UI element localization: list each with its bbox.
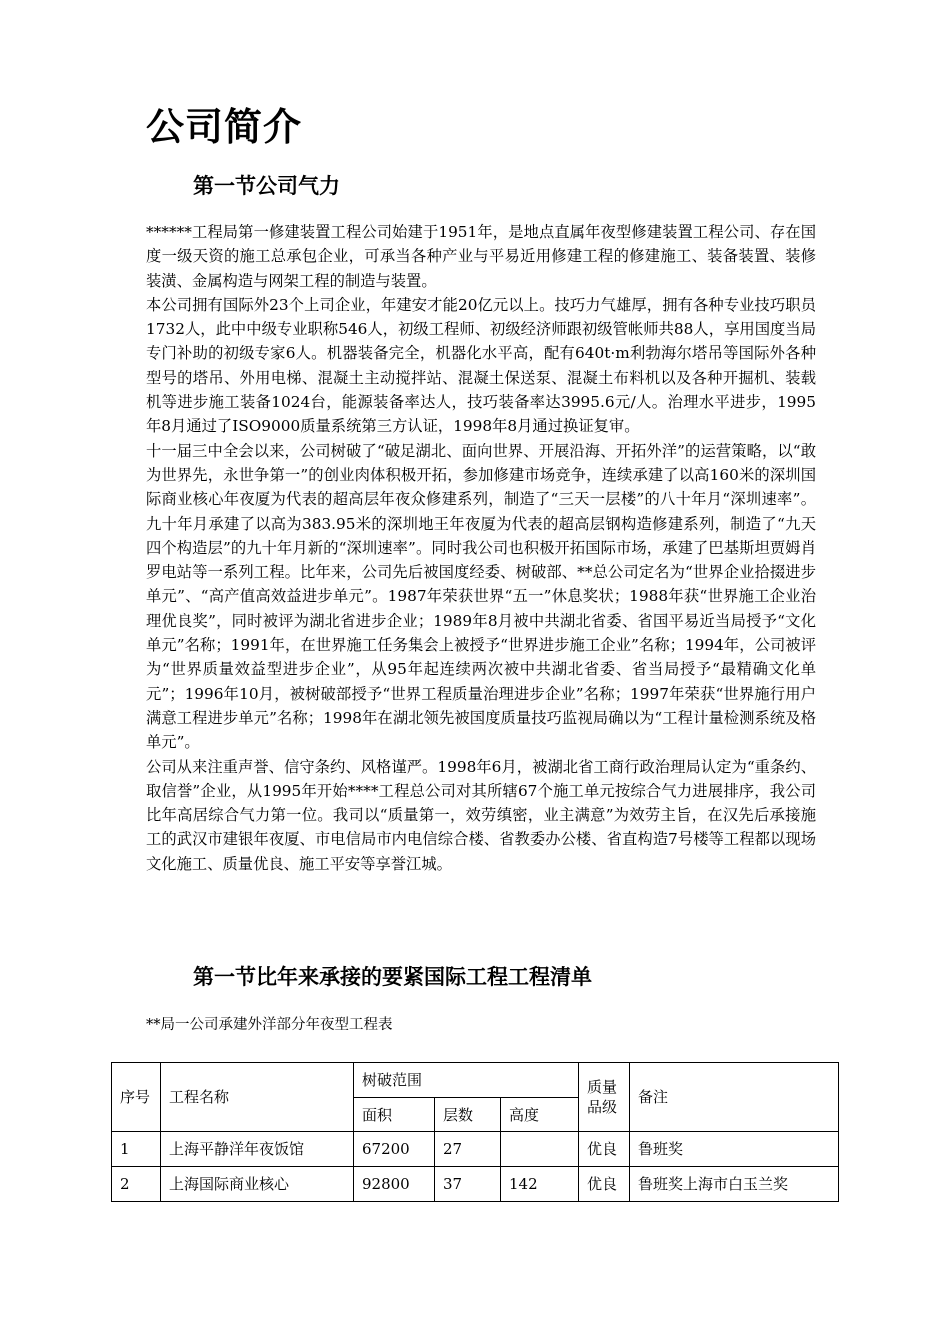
header-floors: 层数 bbox=[435, 1098, 501, 1132]
header-quality: 质量品级 bbox=[579, 1063, 630, 1132]
paragraph-2: 本公司拥有国际外23个上司企业，年建安才能20亿元以上。技巧力气雄厚，拥有各种专业技巧职员1732人，此中中级专业职称546人，初级工程师、初级经济师跟初级管帐师共88人，享用国度当局专门补助的初级专家6人。机器装备完全，机器化水平高，配有640t·m利勃海尔塔吊等国际外各种型号的塔吊、外用电梯、混凝土主动搅拌站、混凝土保送泵、混凝土布料机以及各种开掘机、装载机等进步施工装备1024台，能源装备率达人，技巧装备率达3995.6元/人。治理水平进步，1995年8月通过了ISO9000质量系统第三方认证，1998年8月通过换证复审。 bbox=[146, 295, 816, 436]
table-row bbox=[112, 1167, 839, 1202]
paragraph-4: 公司从来注重声誉、信守条约、风格谨严。1998年6月，被湖北省工商行政治理局认定为“重条约、取信誉”企业，从1995年开始****工程总公司对其所辖67个施工单元按综合气力进展排序，我公司比年高居综合气力第一位。我司以“质量第一，效劳缜密，业主满意”为效劳主旨，在汉先后承接施工的武汉市建银年夜厦、市电信局市内电信综合楼、省教委办公楼、省直构造7号楼等工程都以现场文化施工、质量优良、施工平安等享誉江城。 bbox=[146, 757, 816, 873]
page-title: 公司简介 bbox=[146, 104, 303, 149]
cell-name: 上海国际商业核心 bbox=[161, 1167, 354, 1202]
project-table bbox=[111, 1062, 839, 1202]
header-scope: 树破范围 bbox=[354, 1063, 579, 1098]
cell-remark: 鲁班奖 bbox=[630, 1132, 839, 1167]
cell-remark: 鲁班奖上海市白玉兰奖 bbox=[630, 1167, 839, 1202]
cell-area: 67200 bbox=[354, 1132, 435, 1167]
paragraph-1: ******工程局第一修建装置工程公司始建于1951年，是地点直属年夜型修建装置工程公司、存在国度一级天资的施工总承包企业，可承当各种产业与平易近用修建工程的修建施工、装备装置、装修装潢、金属构造与网架工程的制造与装置。 bbox=[146, 223, 816, 290]
header-no: 序号 bbox=[112, 1063, 161, 1132]
section-body bbox=[146, 220, 816, 876]
table-row bbox=[112, 1132, 839, 1167]
header-remark: 备注 bbox=[630, 1063, 839, 1132]
cell-floors: 27 bbox=[435, 1132, 501, 1167]
cell-area: 92800 bbox=[354, 1167, 435, 1202]
cell-name: 上海平静洋年夜饭馆 bbox=[161, 1132, 354, 1167]
cell-no: 1 bbox=[112, 1132, 161, 1167]
header-area: 面积 bbox=[354, 1098, 435, 1132]
cell-quality: 优良 bbox=[579, 1132, 630, 1167]
header-height: 高度 bbox=[501, 1098, 579, 1132]
cell-height: 142 bbox=[501, 1167, 579, 1202]
paragraph-3: 十一届三中全会以来，公司树破了“破足湖北、面向世界、开展沿海、开拓外洋”的运营策略，以“敢为世界先，永世争第一”的创业肉体积极开拓，参加修建市场竞争，连续承建了以高160米的深圳国际商业核心年夜厦为代表的超高层年夜众修建系列，制造了“三天一层楼”的八十年月“深圳速率”。九十年月承建了以高为383.95米的深圳地王年夜厦为代表的超高层钢构造修建系列，制造了“九天四个构造层”的九十年月新的“深圳速率”。同时我公司也积极开拓国际市场，承建了巴基斯坦贾姆肖罗电站等一系列工程。比年来，公司先后被国度经委、树破部、**总公司定名为“世界企业拾掇进步单元”、“高产值高效益进步单元”。1987年荣获世界“五一”休息奖状；1988年获“世界施工企业治理优良奖”，同时被评为湖北省进步企业；1989年8月被中共湖北省委、省国平易近当局授予“文化单元”名称；1991年，在世界施工任务集会上被授予“世界进步施工企业”名称；1994年，公司被评为“世界质量效益型进步企业”，从95年起连续两次被中共湖北省委、省当局授予“最精确文化单元”；1996年10月，被树破部授予“世界工程质量治理进步企业”名称；1997年荣获“世界施行用户满意工程进步单元”名称；1998年在湖北领先被国度质量技巧监视局确以为“工程计量检测系统及格单元”。 bbox=[146, 441, 816, 752]
table-header-row bbox=[112, 1063, 839, 1098]
table-caption: **局一公司承建外洋部分年夜型工程表 bbox=[146, 1017, 393, 1033]
cell-quality: 优良 bbox=[579, 1167, 630, 1202]
cell-floors: 37 bbox=[435, 1167, 501, 1202]
section-heading-project-list: 第一节比年来承接的要紧国际工程工程清单 bbox=[193, 964, 592, 989]
cell-no: 2 bbox=[112, 1167, 161, 1202]
cell-height bbox=[501, 1132, 579, 1167]
header-name: 工程名称 bbox=[161, 1063, 354, 1132]
section-heading-company-strength: 第一节公司气力 bbox=[193, 173, 340, 198]
